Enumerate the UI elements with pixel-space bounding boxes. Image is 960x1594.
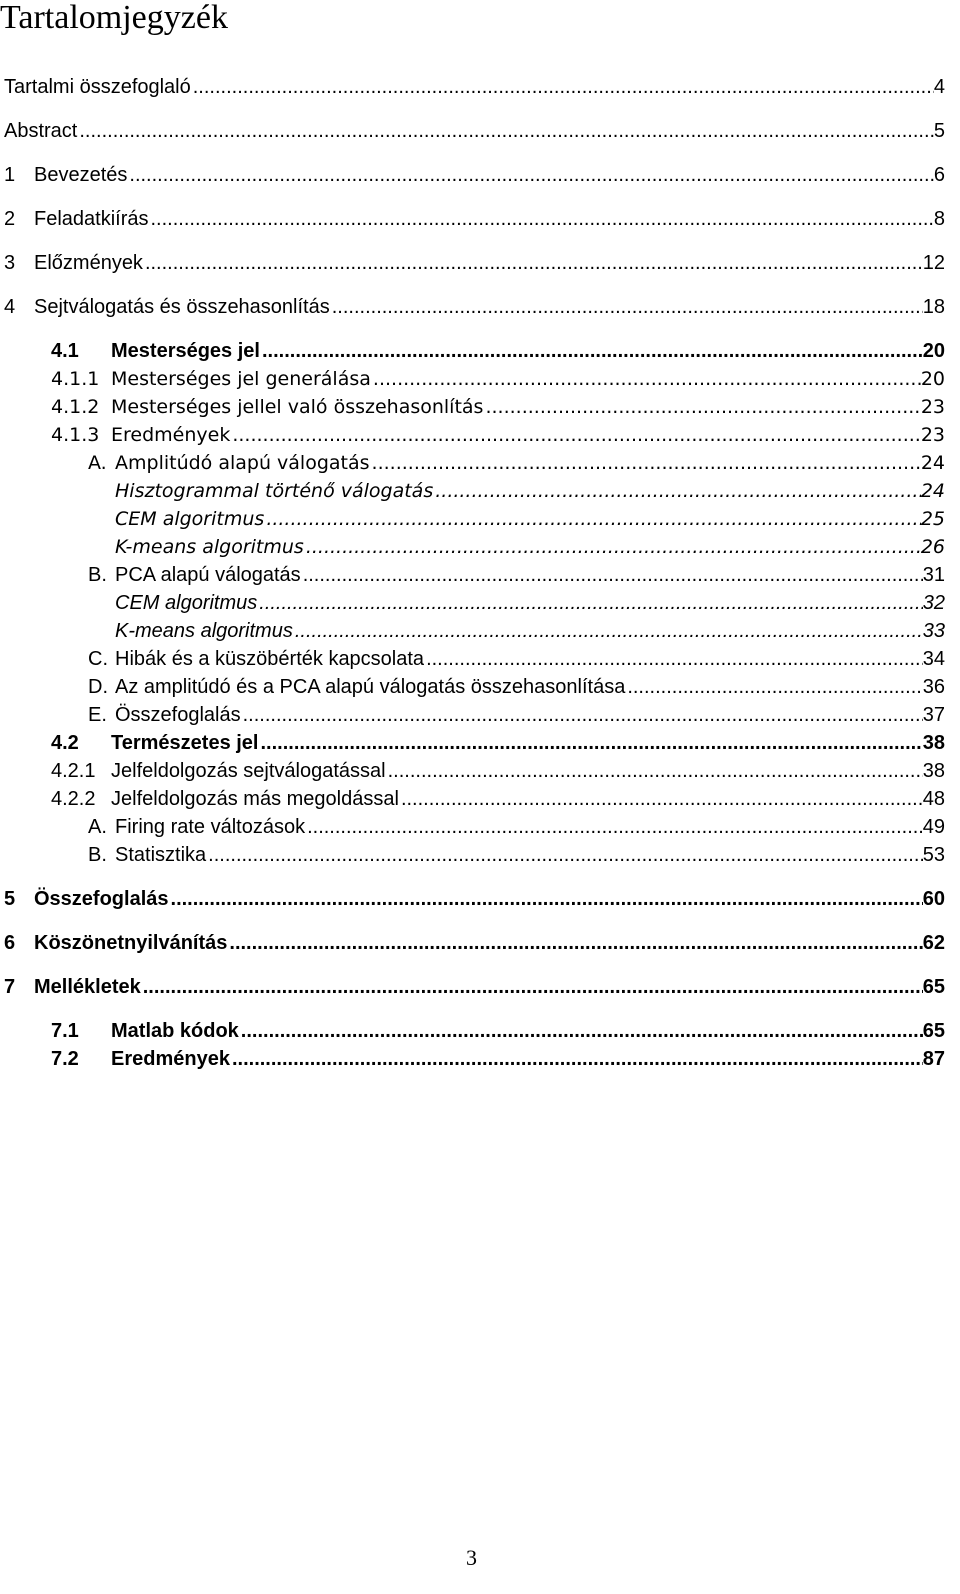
toc-entry[interactable] bbox=[115, 614, 945, 642]
toc-entry-label: K-means algoritmus bbox=[115, 536, 304, 558]
toc-entry-number: 4.2 bbox=[51, 732, 79, 754]
toc-entry[interactable] bbox=[88, 810, 945, 838]
toc-leader-dots bbox=[227, 932, 922, 954]
toc-leader-dots bbox=[169, 888, 923, 910]
toc-entry-number: 7.2 bbox=[51, 1048, 79, 1070]
toc-entry-number: 4.1.2 bbox=[51, 396, 100, 418]
toc-entry-page: 53 bbox=[922, 844, 945, 866]
toc-entry-label: Tartalmi összefoglaló bbox=[4, 76, 191, 98]
page-number: 3 bbox=[466, 1545, 477, 1570]
toc-entry-number: 5 bbox=[4, 888, 16, 910]
toc-entry-label: Összefoglalás bbox=[34, 888, 169, 910]
toc-leader-dots bbox=[230, 1048, 923, 1070]
toc-entry-label: Mellékletek bbox=[34, 976, 141, 998]
toc-entry-page: 49 bbox=[922, 816, 945, 838]
toc-entry-page: 20 bbox=[922, 340, 945, 362]
toc-entry-label: Amplitúdó alapú válogatás bbox=[115, 452, 370, 474]
toc-entry-page: 37 bbox=[922, 704, 945, 726]
toc-entry-page: 31 bbox=[922, 564, 945, 586]
toc-leader-dots bbox=[386, 760, 923, 782]
toc-entry[interactable] bbox=[4, 970, 945, 998]
toc-entry[interactable] bbox=[51, 726, 945, 754]
toc-entry[interactable] bbox=[51, 754, 945, 782]
toc-entry-page: 6 bbox=[933, 164, 945, 186]
toc-entry-page: 8 bbox=[933, 208, 945, 230]
toc-leader-dots bbox=[241, 704, 923, 726]
toc-entry[interactable] bbox=[4, 70, 945, 98]
toc-entry-number: A. bbox=[88, 452, 107, 474]
toc-entry-label: K-means algoritmus bbox=[115, 620, 293, 642]
toc-entry[interactable] bbox=[51, 362, 945, 390]
toc-entry-number: 7.1 bbox=[51, 1020, 79, 1042]
toc-entry[interactable] bbox=[115, 586, 945, 614]
toc-entry-page: 36 bbox=[922, 676, 945, 698]
toc-entry[interactable] bbox=[51, 390, 945, 418]
toc-entry-page: 65 bbox=[922, 1020, 945, 1042]
toc-entry-page: 20 bbox=[920, 368, 945, 390]
toc-entry-label: Eredmények bbox=[111, 424, 231, 446]
toc-entry-page: 23 bbox=[920, 424, 945, 446]
toc-leader-dots bbox=[143, 252, 923, 274]
toc-entry-number: C. bbox=[88, 648, 108, 670]
toc-entry[interactable] bbox=[4, 290, 945, 318]
toc-entry-number: 4.1 bbox=[51, 340, 79, 362]
toc-entry-label: Mesterséges jel generálása bbox=[111, 368, 371, 390]
toc-entry-number: B. bbox=[88, 844, 107, 866]
toc-entry-page: 4 bbox=[933, 76, 945, 98]
toc-entry-page: 25 bbox=[920, 508, 945, 530]
toc-entry-page: 5 bbox=[933, 120, 945, 142]
toc-entry-page: 38 bbox=[922, 760, 945, 782]
toc-entry-label: Matlab kódok bbox=[111, 1020, 239, 1042]
toc-entry-label: Jelfeldolgozás sejtválogatással bbox=[111, 760, 386, 782]
toc-entry-label: CEM algoritmus bbox=[115, 592, 258, 614]
page-title: Tartalomjegyzék bbox=[0, 0, 228, 36]
toc-entry[interactable] bbox=[51, 334, 945, 362]
toc-leader-dots bbox=[330, 296, 923, 318]
toc-entry[interactable] bbox=[4, 246, 945, 274]
toc-entry[interactable] bbox=[88, 446, 945, 474]
toc-entry-label: CEM algoritmus bbox=[115, 508, 265, 530]
toc-entry-label: Mesterséges jellel való összehasonlítás bbox=[111, 396, 484, 418]
toc-leader-dots bbox=[399, 788, 923, 810]
toc-leader-dots bbox=[305, 816, 923, 838]
toc-entry-number: 3 bbox=[4, 252, 16, 274]
toc-entry-label: Előzmények bbox=[34, 252, 143, 274]
toc-entry[interactable] bbox=[51, 1014, 945, 1042]
toc-leader-dots bbox=[370, 452, 921, 474]
toc-leader-dots bbox=[257, 592, 922, 614]
toc-entry-page: 24 bbox=[920, 452, 945, 474]
toc-entry[interactable] bbox=[115, 502, 945, 530]
toc-entry-label: Hibák és a küszöbérték kapcsolata bbox=[115, 648, 425, 670]
toc-entry-page: 87 bbox=[922, 1048, 945, 1070]
toc-entry-label: Feladatkiírás bbox=[34, 208, 149, 230]
toc-leader-dots bbox=[424, 648, 923, 670]
toc-entry-number: 4 bbox=[4, 296, 16, 318]
toc-entry-number: 4.1.1 bbox=[51, 368, 100, 390]
toc-entry-label: Statisztika bbox=[115, 844, 207, 866]
toc-entry-number: 6 bbox=[4, 932, 16, 954]
toc-entry-page: 38 bbox=[922, 732, 945, 754]
toc-leader-dots bbox=[264, 508, 921, 530]
toc-entry[interactable] bbox=[88, 558, 945, 586]
toc-entry-number: 1 bbox=[4, 164, 16, 186]
toc-entry[interactable] bbox=[4, 114, 945, 142]
toc-entry-number: E. bbox=[88, 704, 107, 726]
toc-entry-label: Bevezetés bbox=[34, 164, 128, 186]
toc-entry-page: 34 bbox=[922, 648, 945, 670]
toc-entry[interactable] bbox=[51, 418, 945, 446]
toc-entry-number: 4.1.3 bbox=[51, 424, 100, 446]
toc-entry-page: 33 bbox=[922, 620, 945, 642]
toc-entry-page: 32 bbox=[922, 592, 945, 614]
toc-entry-number: B. bbox=[88, 564, 107, 586]
toc-leader-dots bbox=[304, 536, 921, 558]
toc-entry-page: 65 bbox=[922, 976, 945, 998]
toc-entry-page: 24 bbox=[920, 480, 945, 502]
toc-leader-dots bbox=[483, 396, 920, 418]
toc-entry[interactable] bbox=[88, 698, 945, 726]
toc-entry-number: D. bbox=[88, 676, 108, 698]
toc-entry[interactable] bbox=[115, 530, 945, 558]
toc-entry-label: Köszönetnyilvánítás bbox=[34, 932, 228, 954]
toc-entry-number: 4.2.1 bbox=[51, 760, 96, 782]
toc-entry-label: Abstract bbox=[4, 120, 78, 142]
toc-leader-dots bbox=[141, 976, 923, 998]
toc-entry[interactable] bbox=[88, 642, 945, 670]
toc-entry[interactable] bbox=[51, 782, 945, 810]
toc-entry-label: Az amplitúdó és a PCA alapú válogatás összehasonlítása bbox=[115, 676, 626, 698]
toc-entry-page: 60 bbox=[922, 888, 945, 910]
toc-entry-page: 48 bbox=[922, 788, 945, 810]
toc-leader-dots bbox=[301, 564, 923, 586]
toc-entry-number: 4.2.2 bbox=[51, 788, 96, 810]
toc-entry-number: A. bbox=[88, 816, 107, 838]
toc-leader-dots bbox=[371, 368, 921, 390]
toc-entry[interactable] bbox=[115, 474, 945, 502]
toc-entry-page: 12 bbox=[922, 252, 945, 274]
toc-leader-dots bbox=[77, 120, 934, 142]
toc-entry-label: PCA alapú válogatás bbox=[115, 564, 301, 586]
toc-entry[interactable] bbox=[4, 882, 945, 910]
toc-entry-label: Mesterséges jel bbox=[111, 340, 260, 362]
toc-entry[interactable] bbox=[88, 838, 945, 866]
toc-entry[interactable] bbox=[88, 670, 945, 698]
toc-leader-dots bbox=[191, 76, 934, 98]
toc-entry[interactable] bbox=[4, 202, 945, 230]
toc-entry-label: Összefoglalás bbox=[115, 704, 241, 726]
toc-leader-dots bbox=[149, 208, 934, 230]
toc-entry-label: Természetes jel bbox=[111, 732, 259, 754]
toc-entry-number: 2 bbox=[4, 208, 16, 230]
toc-entry-label: Jelfeldolgozás más megoldással bbox=[111, 788, 399, 810]
toc-entry-label: Firing rate változások bbox=[115, 816, 306, 838]
toc-leader-dots bbox=[433, 480, 921, 502]
toc-entry[interactable] bbox=[51, 1042, 945, 1070]
toc-entry-page: 18 bbox=[922, 296, 945, 318]
toc-leader-dots bbox=[127, 164, 933, 186]
toc-leader-dots bbox=[293, 620, 923, 642]
toc-entry-label: Hisztogrammal történő válogatás bbox=[115, 480, 434, 502]
toc-entry[interactable] bbox=[4, 926, 945, 954]
toc-entry-page: 23 bbox=[920, 396, 945, 418]
toc-leader-dots bbox=[239, 1020, 923, 1042]
toc-entry-number: 7 bbox=[4, 976, 16, 998]
toc-leader-dots bbox=[230, 424, 920, 446]
toc-entry-page: 26 bbox=[920, 536, 945, 558]
toc-entry-label: Sejtválogatás és összehasonlítás bbox=[34, 296, 330, 318]
toc-leader-dots bbox=[625, 676, 922, 698]
toc-leader-dots bbox=[260, 340, 923, 362]
toc-leader-dots bbox=[259, 732, 923, 754]
toc-entry-page: 62 bbox=[922, 932, 945, 954]
toc-entry[interactable] bbox=[4, 158, 945, 186]
toc-entry-label: Eredmények bbox=[111, 1048, 230, 1070]
toc-leader-dots bbox=[206, 844, 923, 866]
